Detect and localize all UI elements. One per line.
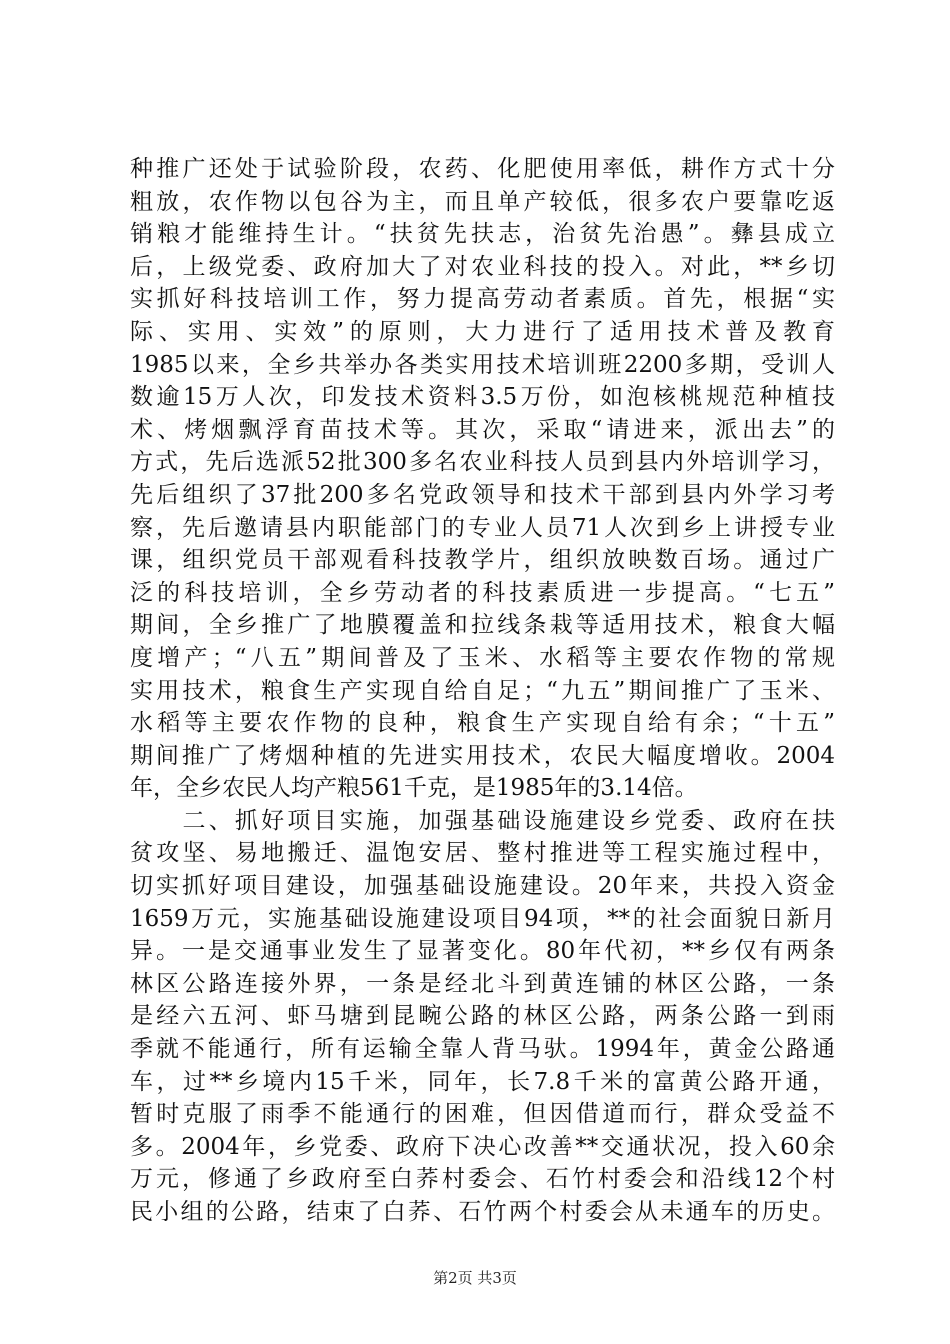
text-line: 1659万元，实施基础设施建设项目94项，**的社会面貌日新月	[130, 905, 835, 932]
text-line: 课，组织党员干部观看科技教学片，组织放映数百场。通过广	[130, 547, 835, 574]
text-line: 泛的科技培训，全乡劳动者的科技素质进一步提高。“七五”	[130, 579, 835, 606]
text-line: 方式，先后选派52批300多名农业科技人员到县内外培训学习，	[130, 449, 835, 476]
text-line: 先后组织了37批200多名党政领导和技术干部到县内外学习考	[130, 481, 835, 508]
text-line: 车，过**乡境内15千米，同年，长7.8千米的富黄公路开通，	[130, 1068, 835, 1095]
text-line: 际、实用、实效”的原则，大力进行了适用技术普及教育	[130, 318, 835, 345]
text-line: 术、烤烟飘浮育苗技术等。其次，采取“请进来，派出去”的	[130, 416, 835, 443]
text-line: 切实抓好项目建设，加强基础设施建设。20年来，共投入资金	[130, 873, 835, 900]
document-body	[130, 153, 835, 1229]
text-line: 实抓好科技培训工作，努力提高劳动者素质。首先，根据“实	[130, 286, 835, 313]
text-line: 林区公路连接外界，一条是经北斗到黄连铺的林区公路，一条	[130, 970, 835, 997]
text-line: 季就不能通行，所有运输全靠人背马驮。1994年，黄金公路通	[130, 1036, 835, 1063]
text-line: 异。一是交通事业发生了显著变化。80年代初，**乡仅有两条	[130, 938, 835, 965]
text-line: 暂时克服了雨季不能通行的困难，但因借道而行，群众受益不	[130, 1101, 835, 1128]
text-line: 是经六五河、虾马塘到昆畹公路的林区公路，两条公路一到雨	[130, 1003, 835, 1030]
text-line: 1985以来，全乡共举办各类实用技术培训班2200多期，受训人	[130, 351, 835, 378]
text-line: 贫攻坚、易地搬迁、温饱安居、整村推进等工程实施过程中，	[130, 840, 835, 867]
text-line: 二、抓好项目实施，加强基础设施建设乡党委、政府在扶	[130, 807, 835, 834]
text-line: 水稻等主要农作物的良种，粮食生产实现自给有余；“十五”	[130, 710, 835, 737]
page-footer: 第2页 共3页	[433, 1269, 517, 1287]
paragraph-end-line: 年，全乡农民人均产粮561千克，是1985年的3.14倍。	[130, 775, 698, 802]
text-line: 万元，修通了乡政府至白荞村委会、石竹村委会和沿线12个村	[130, 1166, 835, 1193]
text-line: 察，先后邀请县内职能部门的专业人员71人次到乡上讲授专业	[130, 514, 835, 541]
text-line: 期间推广了烤烟种植的先进实用技术，农民大幅度增收。2004	[130, 742, 835, 769]
text-line: 期间，全乡推广了地膜覆盖和拉线条栽等适用技术，粮食大幅	[130, 612, 835, 639]
text-line: 粗放，农作物以包谷为主，而且单产较低，很多农户要靠吃返	[130, 188, 835, 215]
text-line: 数逾15万人次，印发技术资料3.5万份，如泡核桃规范种植技	[130, 384, 835, 411]
text-line: 民小组的公路，结束了白荞、石竹两个村委会从未通车的历史。	[130, 1199, 835, 1225]
text-line: 后，上级党委、政府加大了对农业科技的投入。对此，**乡切	[130, 253, 835, 280]
text-line: 度增产；“八五”期间普及了玉米、水稻等主要农作物的常规	[130, 644, 835, 671]
text-line: 种推广还处于试验阶段，农药、化肥使用率低，耕作方式十分	[130, 156, 835, 182]
text-line: 多。2004年，乡党委、政府下决心改善**交通状况，投入60余	[130, 1133, 835, 1160]
text-line: 销粮才能维持生计。“扶贫先扶志，治贫先治愚”。彝县成立	[130, 221, 835, 248]
text-line: 实用技术，粮食生产实现自给自足；“九五”期间推广了玉米、	[130, 677, 835, 704]
